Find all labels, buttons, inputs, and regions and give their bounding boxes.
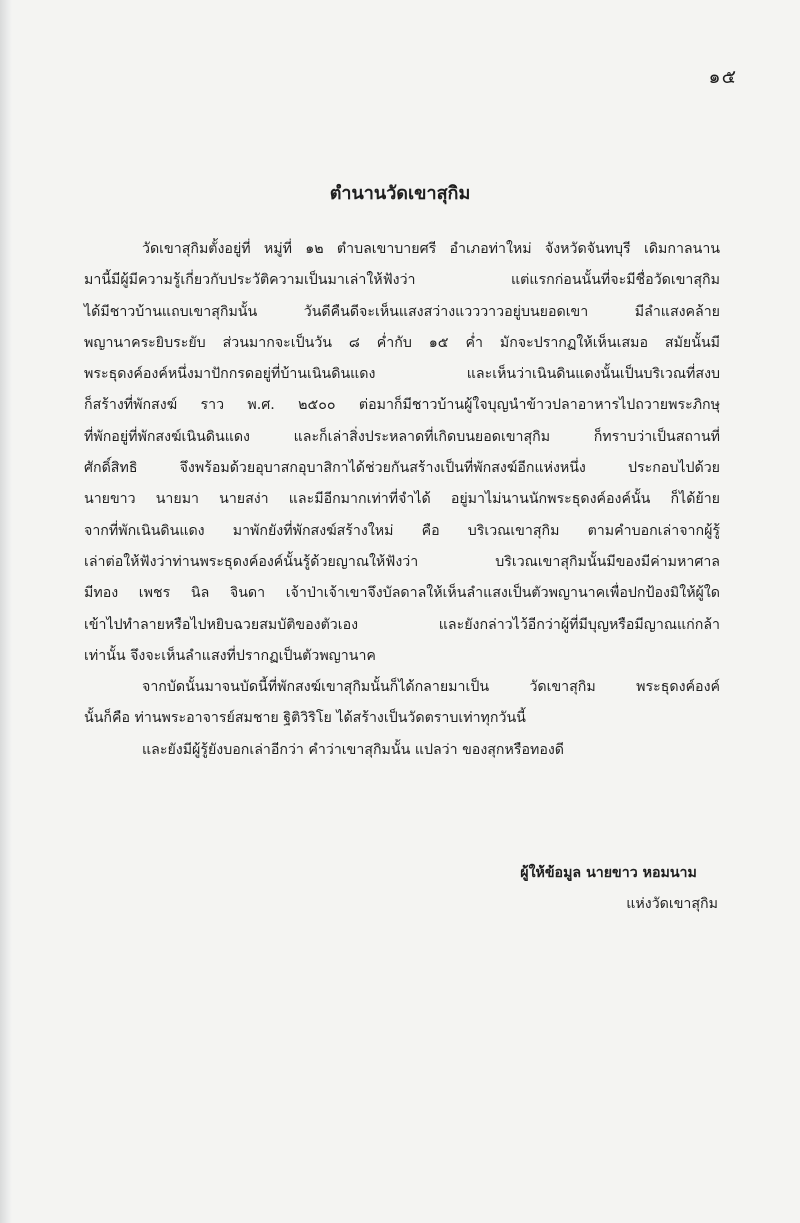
paragraph-1-line-8: ศักดิ์สิทธิ จึงพร้อมด้วยอุบาสกอุบาสิกาได้ช่วยกันสร้างเป็นที่พักสงฆ์อีกแห่งหนึ่ง ประกอบไปด้วย [84,460,720,477]
signature-block [520,858,718,920]
paragraph-1-line-12: มีทอง เพชร นิล จินดา เจ้าป่าเจ้าเขาจึงบัลดาลให้เห็นลำแสงเป็นตัวพญานาคเพื่อปกป้องมิให้ผู้ใด [84,585,720,602]
paragraph-1-line-1: วัดเขาสุกิมตั้งอยู่ที่ หมู่ที่ ๑๒ ตำบลเขาบายศรี อำเภอท่าใหม่ จังหวัดจันทบุรี เดิมกาลนาน [142,241,720,257]
document-title: ตำนานวัดเขาสุกิม [329,183,471,204]
paragraph-1-line-10: จากที่พักเนินดินแดง มาพักยังที่พักสงฆ์สร้างใหม่ คือ บริเวณเขาสุกิม ตามคำบอกเล่าจากผู้รู้ [84,522,720,539]
paragraph-1-line-5: พระธุดงค์องค์หนึ่งมาปักกรดอยู่ที่บ้านเนินดินแดง และเห็นว่าเนินดินแดงนั้นเป็นบริเวณที่สงบ [84,366,720,383]
paragraph-1-line-6: ก็สร้างที่พักสงฆ์ ราว พ.ศ. ๒๕๐๐ ต่อมาก็มีชาวบ้านผู้ใจบุญนำข้าวปลาอาหารไปถวายพระภิกษุ [84,397,720,414]
paragraph-2-line-1: จากบัดนั้นมาจนบัดนี้ที่พักสงฆ์เขาสุกิมนั้นก็ได้กลายมาเป็น วัดเขาสุกิม พระธุดงค์องค์ [142,679,720,696]
page-number: ๑๕ [708,66,737,88]
paragraph-3-line-1: และยังมีผู้รู้ยังบอกเล่าอีกว่า คำว่าเขาสุกิมนั้น แปลว่า ของสุกหรือทองดี [142,741,565,758]
paragraph-1-line-4: พญานาคระยิบระยับ ส่วนมากจะเป็นวัน ๘ ค่ำกับ ๑๕ ค่ำ มักจะปรากฏให้เห็นเสมอ สมัยนั้นมี [84,334,720,351]
paragraph-1-line-3: ได้มีชาวบ้านแถบเขาสุกิมนั้น วันดีคืนดีจะเห็นแสงสว่างแวววาวอยู่บนยอดเขา มีลำแสงคล้าย [84,303,720,320]
document-body [84,234,720,766]
paragraph-1-line-11: เล่าต่อให้ฟังว่าท่านพระธุดงค์องค์นั้นรู้ด้วยญาณให้ฟังว่า บริเวณเขาสุกิมนั้นมีของมีค่ามหาศาล [84,553,720,570]
paragraph-2-line-2: นั้นก็คือ ท่านพระอาจารย์สมชาย ฐิติวิริโย ได้สร้างเป็นวัดตราบเท่าทุกวันนี้ [84,710,526,727]
paragraph-1-line-2: มานี้มีผู้มีความรู้เกี่ยวกับประวัติความเป็นมาเล่าให้ฟังว่า แต่แรกก่อนนั้นที่จะมีชื่อวัดเขาสุกิม [84,272,720,289]
informant-line: ผู้ให้ข้อมูล นายขาว หอมนาม [520,865,697,881]
paragraph-1-line-14: เท่านั้น จึงจะเห็นลำแสงที่ปรากฏเป็นตัวพญานาค [84,647,376,664]
paragraph-1-line-13: เข้าไปทำลายหรือไปหยิบฉวยสมบัติของตัวเอง และยังกล่าวไว้อีกว่าผู้ที่มีบุญหรือมีญาณแก่กล้า [84,616,720,633]
informant-affiliation: แห่งวัดเขาสุกิม [626,896,718,912]
paragraph-1-line-9: นายขาว นายมา นายสง่า และมีอีกมากเท่าที่จำได้ อยู่มาไม่นานนักพระธุดงค์องค์นั้น ก็ได้ย้าย [84,491,720,508]
paragraph-1-line-7: ที่พักอยู่ที่พักสงฆ์เนินดินแดง และก็เล่าสิ่งประหลาดที่เกิดบนยอดเขาสุกิม ก็ทราบว่าเป็นสถานที่ [84,428,720,445]
